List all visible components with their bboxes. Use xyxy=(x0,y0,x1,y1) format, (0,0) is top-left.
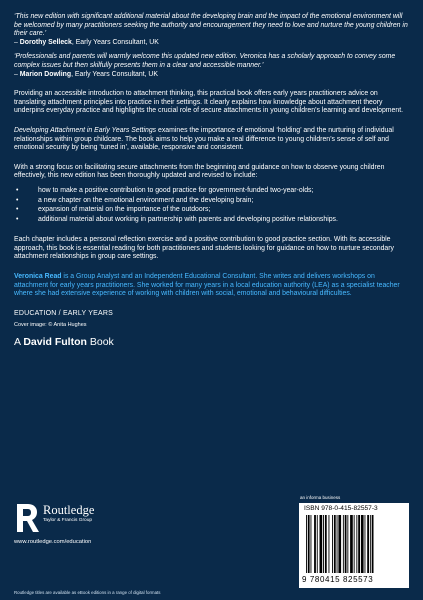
quote-2: ‘Professionals and parents will warmly welcome this updated new edition. Veronica has a scholarly approach to convey some complex issues but then skilfully presents them in a clear and accessible manner.’ xyxy=(14,53,396,69)
examines-paragraph: Developing Attachment in Early Years Settings examines the importance of emotional ‘holding’ and the nurturing of individual relationships within group childcare. The book aims to help you make a real difference to young children’s sense of self and emotional security by being ‘tuned in’, available, responsive and consistent. xyxy=(14,126,394,152)
book-title: Developing Attachment in Early Years Settings xyxy=(14,126,157,134)
focus-paragraph: With a strong focus on facilitating secure attachments from the beginning and guidance on how to observe young children effectively, this new edition has been thoroughly updated and revised to include: xyxy=(14,163,385,180)
author-bio: Veronica Read is a Group Analyst and an Independent Educational Consultant. She writes and delivers workshops on attachment for early years practitioners. She worked for many years in a local education authority (LEA) as a specialist teacher where she had extensive experience of working with children with social, emotional and behavioural difficulties. xyxy=(14,273,400,298)
chapter-paragraph: Each chapter includes a personal reflection exercise and a positive contribution to good practice section. With its accessible approach, this book is essential reading for both practitioners and students looking for guidance on how to nurture secondary attachment relationships in group care settings. xyxy=(14,236,394,261)
author-name: Veronica Read xyxy=(14,273,62,281)
barcode-icon xyxy=(304,515,404,575)
quote-2-role: , Early Years Consultant, UK xyxy=(71,70,159,78)
barcode-digits: 9 780415 825573 xyxy=(302,575,374,584)
quote-2-attribution: – Marion Dowling, Early Years Consultant, UK xyxy=(14,70,159,78)
main-text xyxy=(14,13,409,348)
quote-1: ‘This new edition with significant additional material about the developing brain and the impact of the emotional environment will be welcomed by many practitioners seeking the authority and encouragement they need to love and nurture the young children in their care.’ xyxy=(14,13,408,38)
feature-list xyxy=(14,187,409,224)
publisher-name: Routledge xyxy=(43,503,95,517)
list-item: • how to make a positive contribution to good practice for government-funded two-year-olds; xyxy=(16,186,314,194)
quote-1-author: Dorothy Selleck xyxy=(19,38,72,46)
imprint-name: David Fulton xyxy=(23,336,87,349)
quote-2-author: Marion Dowling xyxy=(19,70,72,78)
quote-1-role: , Early Years Consultant, UK xyxy=(71,38,159,46)
list-item: • a new chapter on the emotional environment and the developing brain; xyxy=(16,196,254,204)
isbn-number: ISBN 978-0-415-82557-3 xyxy=(304,505,378,512)
cover-credit: Cover image: © Anita Hughes xyxy=(14,322,87,329)
isbn-barcode xyxy=(299,503,409,588)
list-item: • expansion of material on the importance of the outdoors; xyxy=(16,206,211,214)
publisher-subtitle: Taylor & Francis Group xyxy=(43,518,93,523)
informa-tag: an informa business xyxy=(300,495,341,500)
subject-category: EDUCATION / EARLY YEARS xyxy=(14,309,113,317)
list-item: • additional material about working in partnership with parents and developing positive relationships. xyxy=(16,215,338,223)
intro-paragraph: Providing an accessible introduction to attachment thinking, this practical book offers early years practitioners advice on translating attachment principles into practice in their settings. It clearly explains how knowledge about attachment theory underpins everyday practice and highlights the crucial role of secure attachments in young children’s learning and development. xyxy=(14,90,404,115)
quote-1-attribution: – Dorothy Selleck, Early Years Consultant, UK xyxy=(14,38,159,46)
publisher-url: www.routledge.com/education xyxy=(14,539,92,545)
ebook-note: Routledge titles are available as eBook editions in a range of digital formats xyxy=(14,590,161,595)
imprint: A David Fulton Book xyxy=(14,336,114,349)
routledge-logo-icon xyxy=(14,502,40,534)
footer xyxy=(0,492,423,600)
